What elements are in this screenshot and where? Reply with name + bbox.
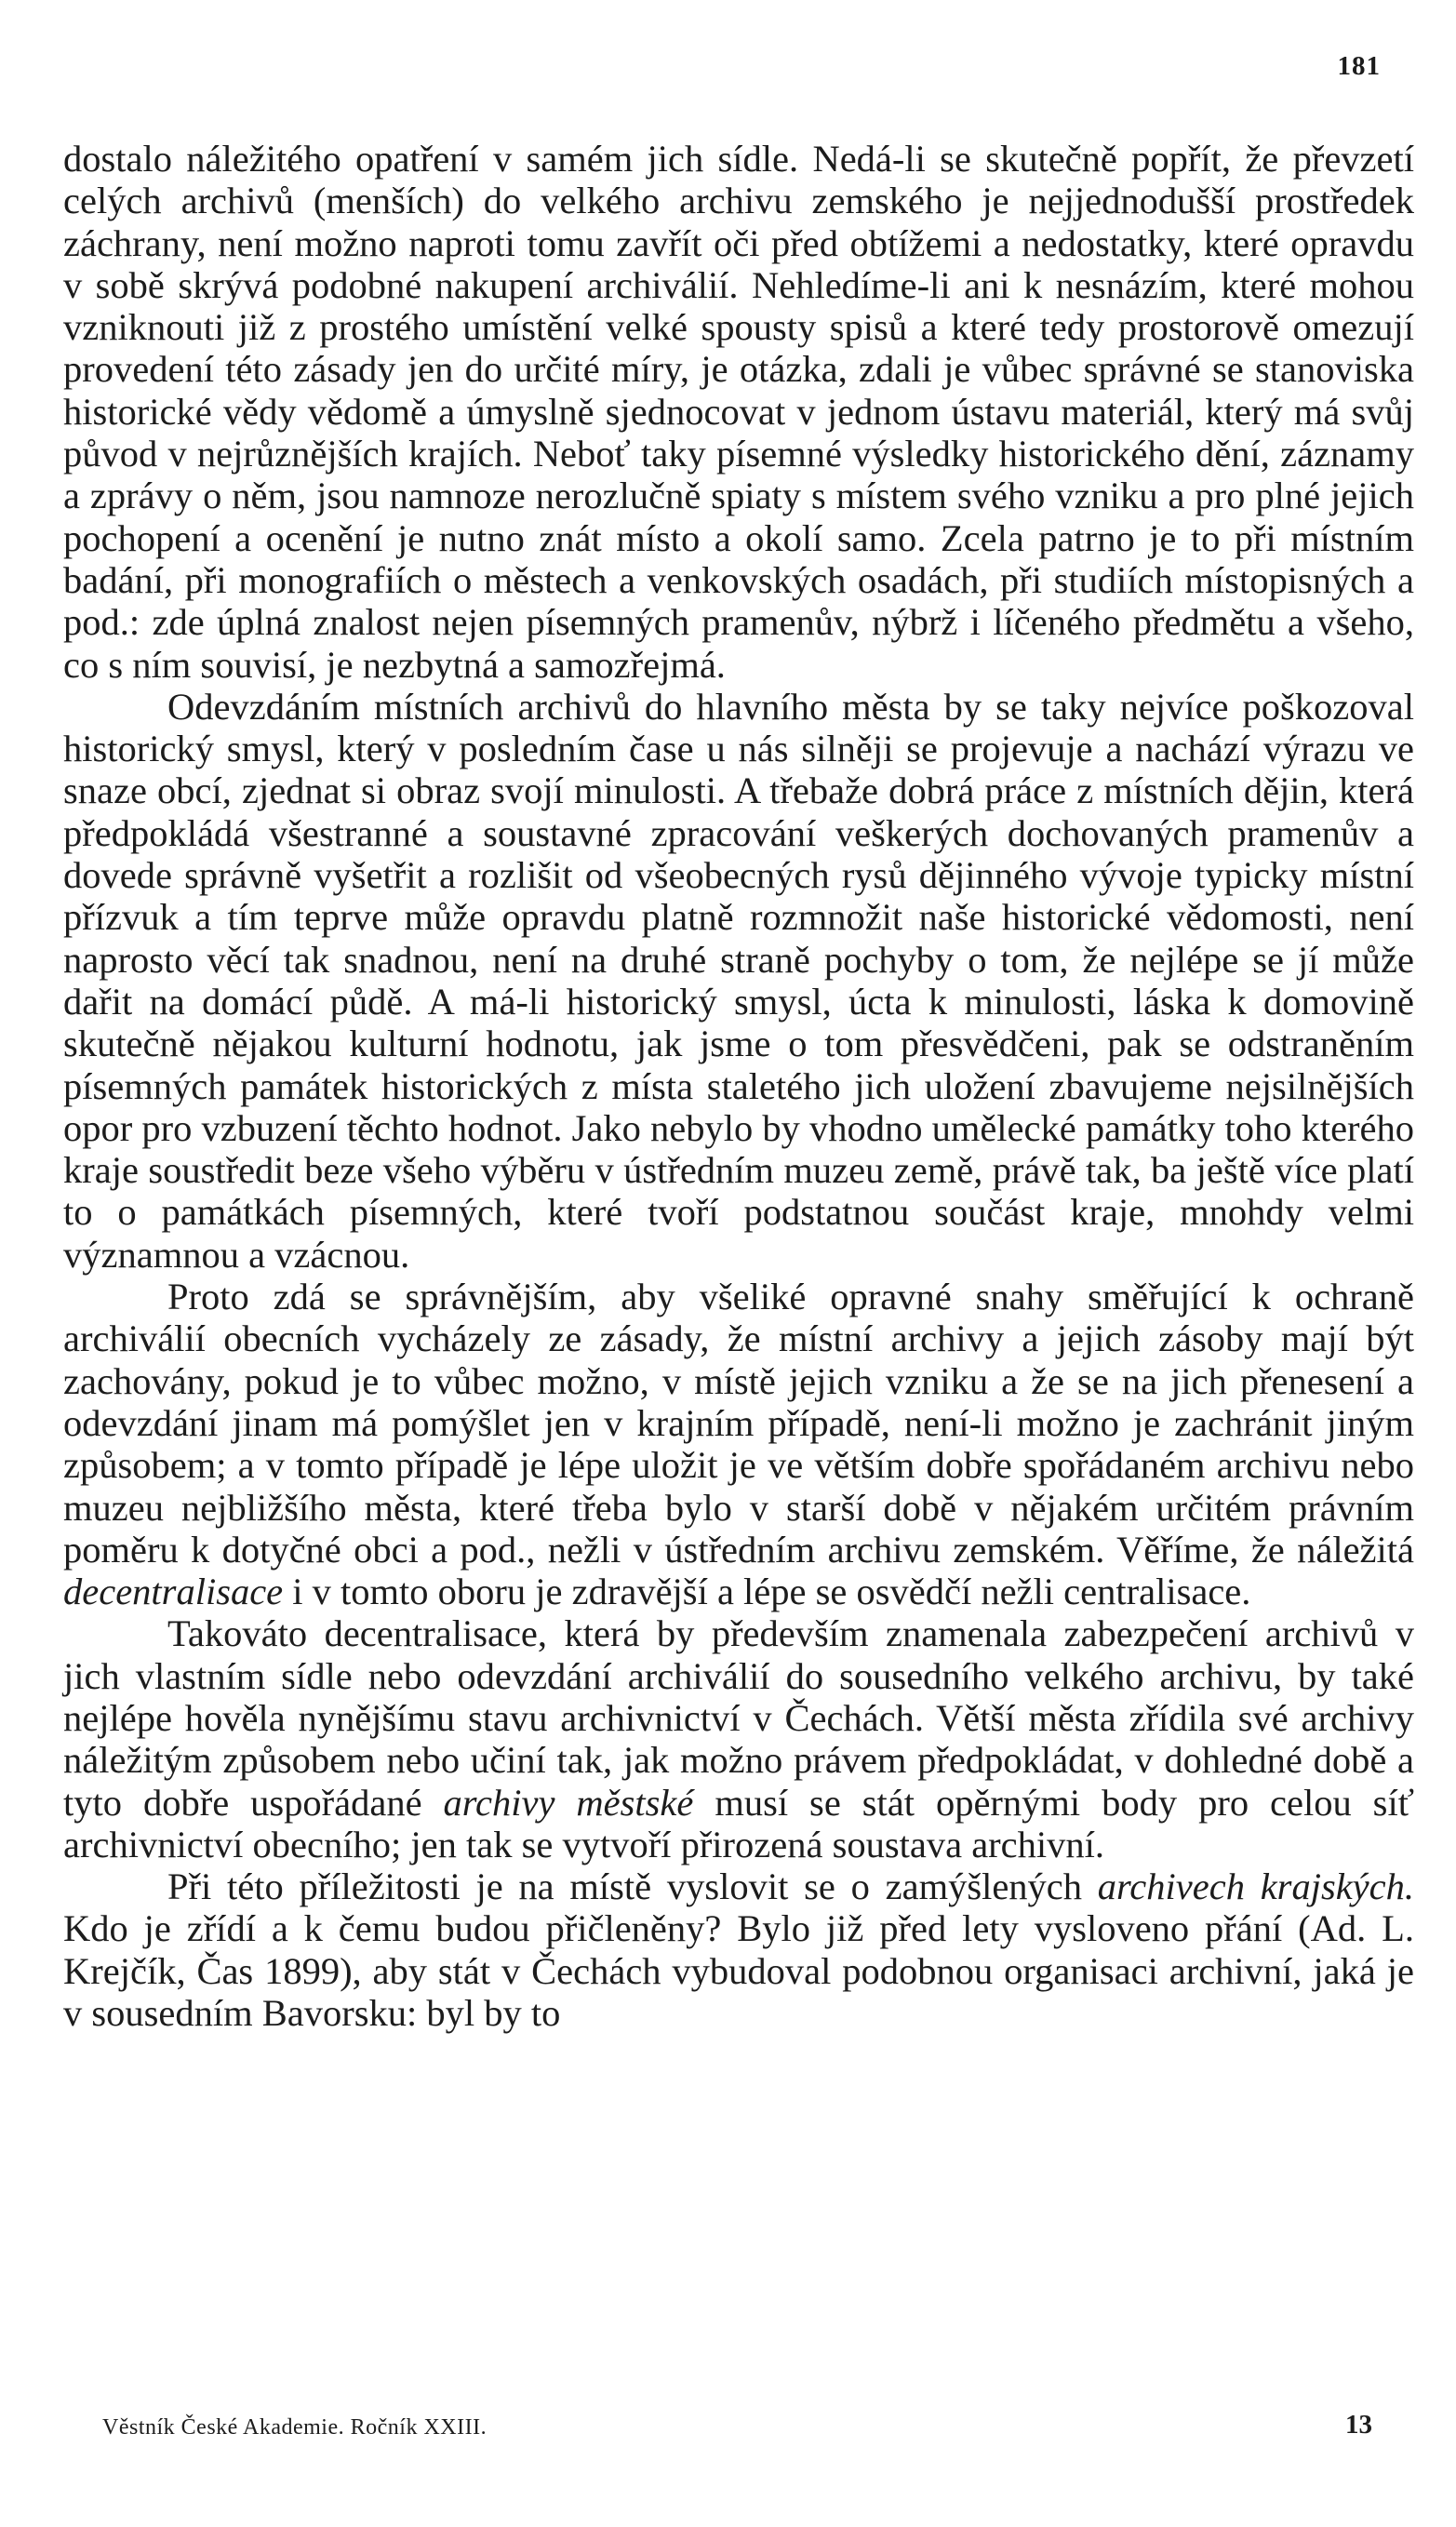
text-segment: i v tomto oboru je zdravější a lépe se osvědčí nežli centralisace. (283, 1571, 1251, 1613)
paragraph (63, 686, 1414, 1276)
text-segment: musí se stát opěrnými body pro celou síť archivnictví obecního; jen tak se vytvoří přirozená soustava archivní. (63, 1781, 1414, 1865)
italic-term: archivy městské (443, 1781, 694, 1824)
italic-term: decentralisace (63, 1571, 284, 1613)
paragraph (63, 1276, 1414, 1612)
page-number: 181 (1337, 51, 1381, 81)
paragraph (63, 138, 1414, 686)
body-text (63, 138, 1414, 2034)
text-segment: Odevzdáním místních archivů do hlavního města by se taky nejvíce poškozoval historický smysl, který v posledním čase u nás silněji se projevuje a nachází výrazu ve snaze obcí, zjednat si obraz svojí minulosti. A třebaže dobrá práce z místních dějin, která předpokládá všestranné a soustavné zpracování veškerých dochovaných pramenův a dovede správně vyšetřit a rozlišit od všeobecných rysů dějinného vývoje typicky místní přízvuk a tím teprve může opravdu platně rozmnožit naše historické vědomosti, není naprosto věcí tak snadnou, není na druhé straně pochyby o tom, že nejlépe se jí může dařit na domácí půdě. A má-li historický smysl, úcta k minulosti, láska k domovině skutečně nějakou kulturní hodnotu, jak jsme o tom přesvědčeni, pak se odstraněním písemných památek historických z místa staletého jich uložení zbavujeme nejsilnějších opor pro vzbuzení těchto hodnot. Jako nebylo by vhodno umělecké památky toho kterého kraje soustředit beze všeho výběru v ústředním muzeu země, právě tak, ba ještě více platí to o památkách písemných, které tvoří podstatnou součást kraje, mnohdy velmi významnou a vzácnou. (63, 685, 1415, 1276)
footer-signature-mark: 13 (1345, 2410, 1372, 2440)
text-segment: Takováto decentralisace, která by především znamenala zabezpečení archivů v jich vlastním sídle nebo odevzdání archiválií do sousedního velkého archivu, by také nejlépe hověla nynějšímu stavu archivnictví v Čechách. Větší města zřídila své archivy náležitým způsobem nebo učiní tak, jak možno právem předpokládat, v dohledné době a tyto dobře uspořádané (63, 1612, 1414, 1824)
paragraph (63, 1865, 1414, 2034)
italic-term: archivech krajských. (1097, 1865, 1415, 1908)
paragraph (63, 1612, 1414, 1865)
text-segment: Při této příležitosti je na místě vyslovit se o zamýšlených (167, 1865, 1098, 1908)
footer-journal-title: Věstník České Akademie. Ročník XXIII. (102, 2415, 488, 2440)
text-segment: Kdo je zřídí a k čemu budou přičleněny? Bylo již před lety vysloveno přání (Ad. L. Krejčík, Čas 1899), aby stát v Čechách vybudoval podobnou organisaci archivní, jaká je v sousedním Bavorsku: byl by to (63, 1907, 1414, 2035)
text-segment: Proto zdá se správnějším, aby všeliké opravné snahy směřující k ochraně archiválií obecních vycházely ze zásady, že místní archivy a jejich zásoby mají být zachovány, pokud je to vůbec možno, v místě jejich vzniku a že se na jich přenesení a odevzdání jinam má pomýšlet jen v krajním případě, není-li možno je zachránit jiným způsobem; a v tomto případě je lépe uložit je ve větším dobře spořádaném archivu nebo muzeu nejbližšího města, které třeba bylo v starší době v nějakém určitém právním poměru k dotyčné obci a pod., nežli v ústředním archivu zemském. Věříme, že náležitá (63, 1276, 1414, 1571)
text-segment: dostalo náležitého opatření v samém jich sídle. Nedá-li se skutečně popřít, že převzetí celých archivů (menších) do velkého archivu zemského je nejjednodušší prostředek záchrany, není možno naproti tomu zavřít oči před obtížemi a nedostatky, které opravdu v sobě skrývá podobné nakupení archiválií. Nehledíme-li ani k nesnázím, které mohou vzniknouti již z prostého umístění velké spousty spisů a které tedy prostorově omezují provedení této zásady jen do určité míry, je otázka, zdali je vůbec správné se stanoviska historické vědy vědomě a úmyslně sjednocovat v jednom ústavu materiál, který má svůj původ v nejrůznějších krajích. Neboť taky písemné výsledky historického dění, záznamy a zprávy o něm, jsou namnoze nerozlučně spiaty s místem svého vzniku a pro plné jejich pochopení a ocenění je nutno znát místo a okolí samo. Zcela patrno je to při místním badání, při monografiích o městech a venkovských osadách, při studiích místopisných a pod.: zde úplná znalost nejen písemných pramenův, nýbrž i líčeného předmětu a všeho, co s ním souvisí, je nezbytná a samozřejmá. (63, 138, 1414, 686)
